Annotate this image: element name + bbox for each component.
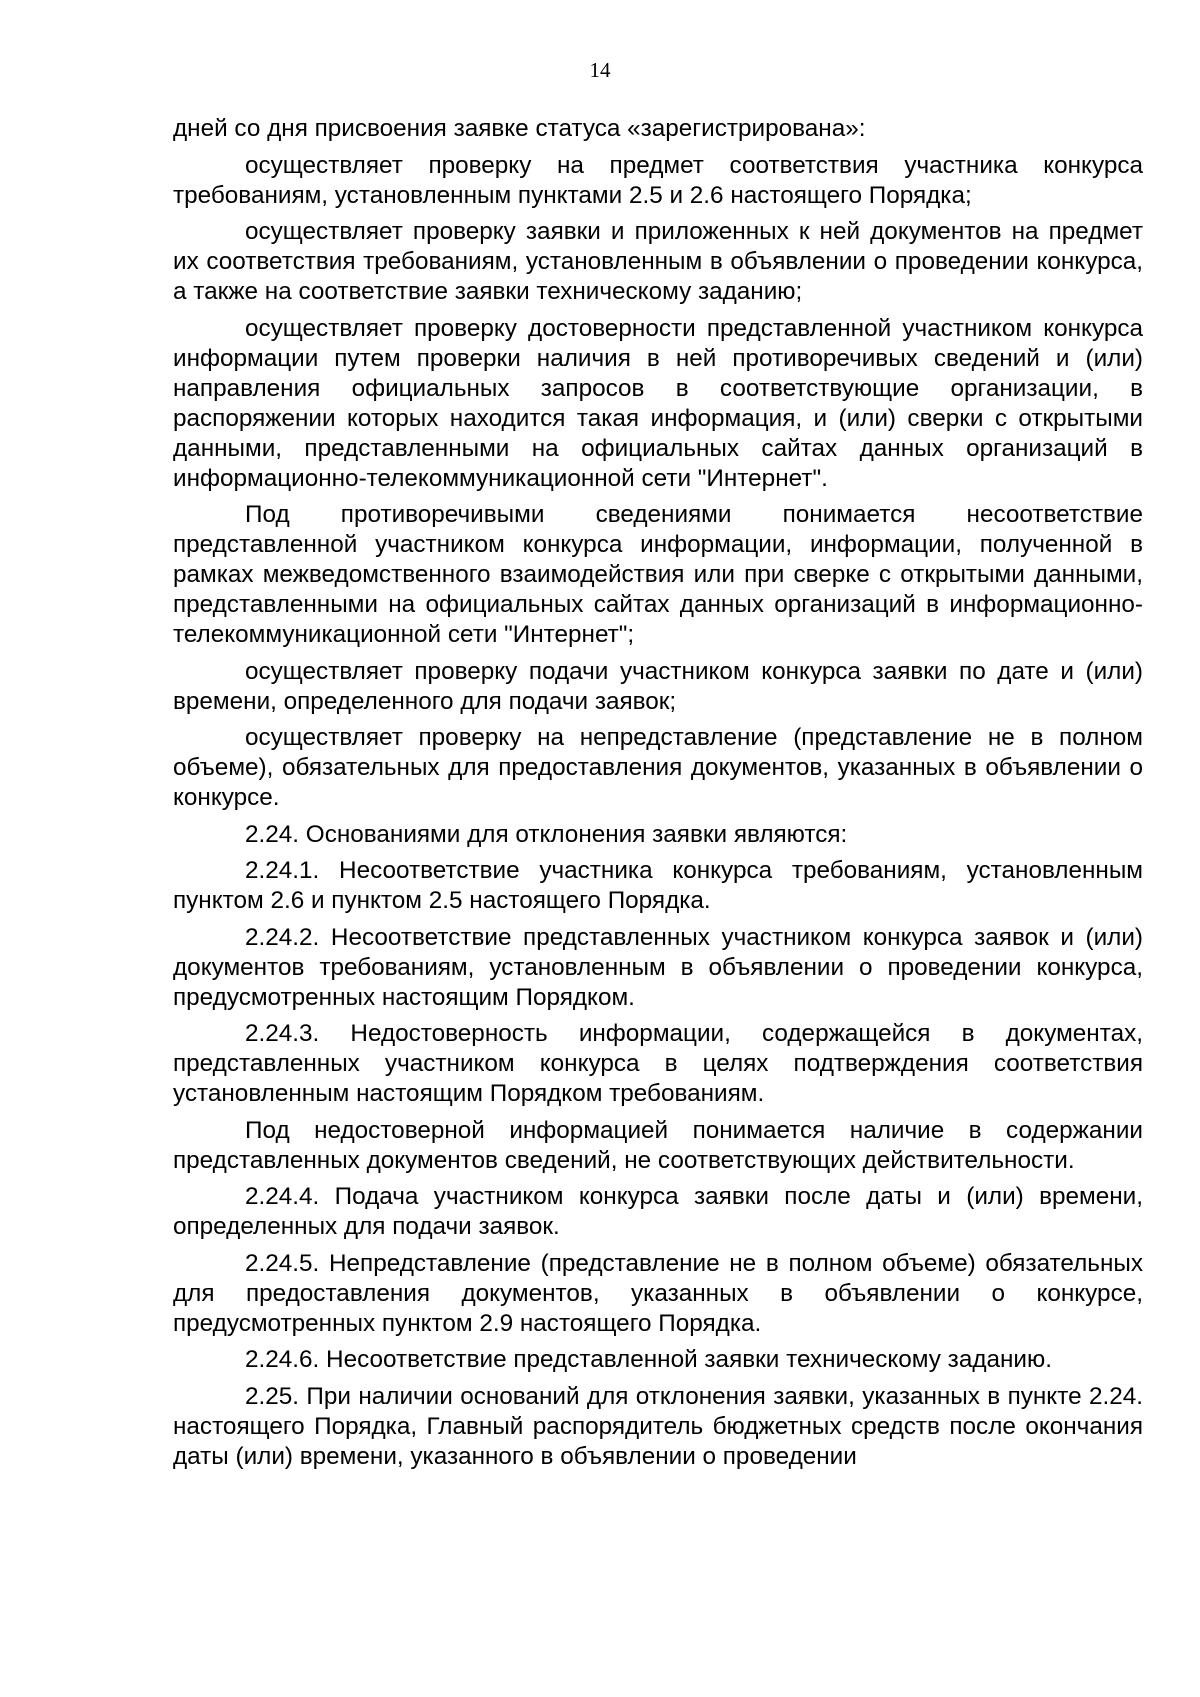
paragraph: дней со дня присвоения заявке статуса «зарегистрирована»:	[173, 115, 866, 142]
document-body	[173, 114, 1143, 1478]
page-number: 14	[589, 58, 611, 82]
paragraph: осуществляет проверку заявки и приложенных к ней документов на предмет их соответствия требованиям, установленным в объявлении о проведении конкурса, а также на соответствие заявки техническому заданию;	[173, 218, 1143, 305]
section-heading-2-24: 2.24. Основаниями для отклонения заявки являются:	[245, 820, 848, 848]
paragraph: осуществляет проверку подачи участником конкурса заявки по дате и (или) времени, определенного для подачи заявок;	[173, 657, 1143, 715]
clause-2-25: 2.25. При наличии оснований для отклонения заявки, указанных в пункте 2.24. настоящего Порядка, Главный распорядитель бюджетных средств после окончания даты (или) времени, указанного в объявлении о проведении	[173, 1382, 1143, 1470]
clause-2-24-5: 2.24.5. Непредставление (представление не в полном объеме) обязательных для предоставления документов, указанных в объявлении о конкурсе, предусмотренных пунктом 2.9 настоящего Порядка.	[173, 1249, 1143, 1337]
paragraph: осуществляет проверку достоверности представленной участником конкурса информации путем проверки наличия в ней противоречивых сведений и (или) направления официальных запросов в соответствующие организации, в распоряжении которых находится такая информация, и (или) сверки с открытыми данными, представленными на официальных сайтах данных организаций в информационно-телекоммуникационной сети "Интернет".	[173, 314, 1143, 492]
clause-2-24-2: 2.24.2. Несоответствие представленных участником конкурса заявок и (или) документов требованиям, установленным в объявлении о проведении конкурса, предусмотренных настоящим Порядком.	[173, 923, 1143, 1011]
paragraph: Под недостоверной информацией понимается наличие в содержании представленных документов сведений, не соответствующих действительности.	[173, 1116, 1143, 1174]
clause-2-24-6: 2.24.6. Несоответствие представленной заявки техническому заданию.	[245, 1346, 1052, 1373]
paragraph: Под противоречивыми сведениями понимается несоответствие представленной участником конкурса информации, информации, полученной в рамках межведомственного взаимодействия или при сверке с открытыми данными, представленными на официальных сайтах данных организаций в информационно-телекоммуникационной сети "Интернет";	[173, 501, 1143, 648]
clause-2-24-1: 2.24.1. Несоответствие участника конкурса требованиям, установленным пунктом 2.6 и пунктом 2.5 настоящего Порядка.	[173, 857, 1143, 914]
clause-2-24-4: 2.24.4. Подача участником конкурса заявки после даты и (или) времени, определенных для подачи заявок.	[173, 1183, 1143, 1240]
clause-2-24-3: 2.24.3. Недостоверность информации, содержащейся в документах, представленных участником конкурса в целях подтверждения соответствия установленным настоящим Порядком требованиям.	[173, 1020, 1143, 1107]
paragraph: осуществляет проверку на непредставление (представление не в полном объеме), обязательных для предоставления документов, указанных в объявлении о конкурсе.	[173, 724, 1143, 811]
paragraph: осуществляет проверку на предмет соответствия участника конкурса требованиям, установленным пунктами 2.5 и 2.6 настоящего Порядка;	[173, 151, 1143, 209]
